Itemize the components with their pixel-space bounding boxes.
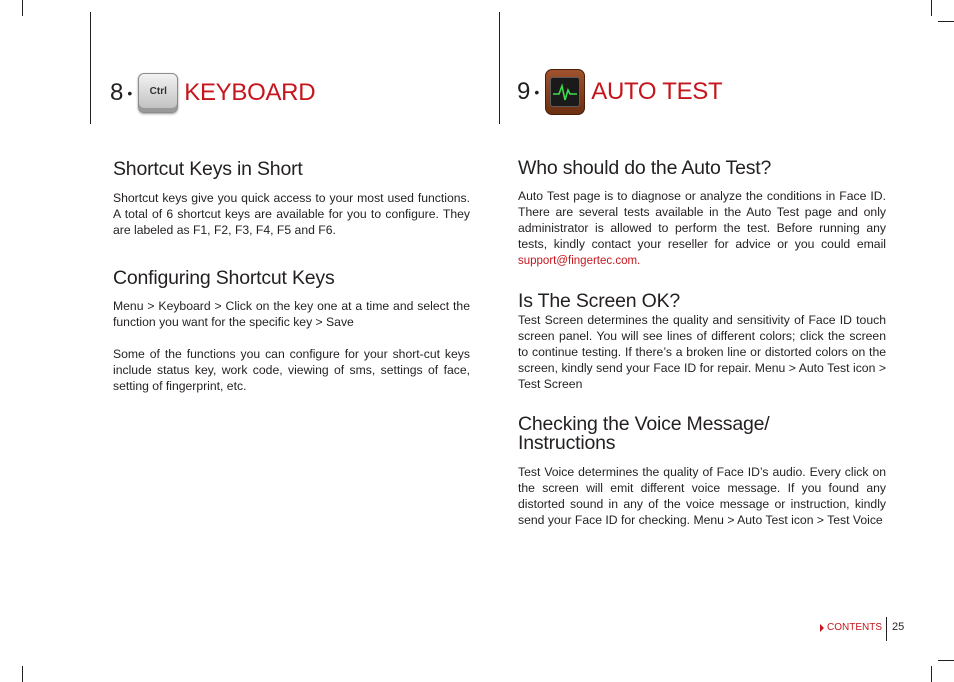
bullet: • — [127, 85, 133, 101]
left-section-rule — [90, 12, 91, 124]
caret-right-icon — [820, 624, 824, 632]
crop-mark-top-right-h — [938, 21, 954, 22]
crop-mark-bottom-right — [931, 666, 932, 682]
page-number: 25 — [892, 621, 905, 633]
paragraph-shortcut-keys: Shortcut keys give you quick access to your most used functions. A total of 6 shortcut keys are available for you to configure. They are labeled as F1, F2, F3, F4, F5 and F6. — [113, 191, 470, 237]
paragraph-configurable-functions: Some of the functions you can configure for your short-cut keys include status key, work code, viewing of sms, settings of face, setting of fingerprint, etc. — [113, 347, 470, 393]
section-number: 8 — [110, 79, 124, 106]
crop-mark-bottom-left — [22, 666, 23, 682]
heading-voice-message — [518, 415, 888, 453]
section-title: KEYBOARD — [184, 79, 316, 106]
paragraph-who-should — [518, 188, 886, 269]
paragraph-who-should-text: Auto Test page is to diagnose or analyze the conditions in Face ID. There are several tests available in the Auto Test page and only administrator is allowed to perform the test. Before running any tests, kindly contact your reseller for advice or you could email — [518, 189, 886, 251]
heading-configuring: Configuring Shortcut Keys — [113, 267, 335, 289]
ctrl-key-label: Ctrl — [149, 85, 167, 97]
contents-link[interactable] — [820, 622, 882, 633]
ctrl-key-icon — [138, 73, 178, 113]
support-email-link[interactable]: support@fingertec.com. — [518, 255, 641, 267]
heading-who-should: Who should do the Auto Test? — [518, 157, 772, 179]
heading-voice-message-line1: Checking the Voice Message/ — [518, 413, 770, 435]
heading-screen-ok: Is The Screen OK? — [518, 290, 681, 312]
paragraph-screen-ok: Test Screen determines the quality and sensitivity of Face ID touch screen panel. You will see lines of different colors; click the screen to continue testing. If there’s a broken line or distorted colors on the screen, kindly send your Face ID for repair. Menu > Auto Test icon > Test Screen — [518, 313, 886, 391]
footer-divider — [886, 617, 887, 641]
section-title: AUTO TEST — [591, 78, 723, 105]
contents-label: CONTENTS — [827, 622, 882, 633]
crop-mark-top-right — [931, 0, 932, 16]
paragraph-voice-message: Test Voice determines the quality of Face ID’s audio. Every click on the screen will emit different voice message. If you found any distorted sound in any of the voice message or instruction, kindly send your Face ID for checking. Menu > Auto Test icon > Test Voice — [518, 465, 886, 527]
auto-test-section-header — [517, 67, 722, 117]
keyboard-section-header — [110, 68, 315, 118]
crop-mark-top-left — [22, 0, 23, 16]
paragraph-configuring-steps: Menu > Keyboard > Click on the key one at a time and select the function you want for the specific key > Save — [113, 299, 470, 329]
heading-voice-message-line2: Instructions — [518, 432, 616, 454]
crop-mark-bottom-right-h — [938, 660, 954, 661]
heading-shortcut-keys: Shortcut Keys in Short — [113, 158, 303, 180]
monitor-icon — [545, 69, 585, 115]
bullet: • — [534, 84, 540, 100]
heartbeat-icon — [551, 78, 579, 106]
section-number: 9 — [517, 78, 531, 105]
right-section-rule — [499, 12, 500, 124]
